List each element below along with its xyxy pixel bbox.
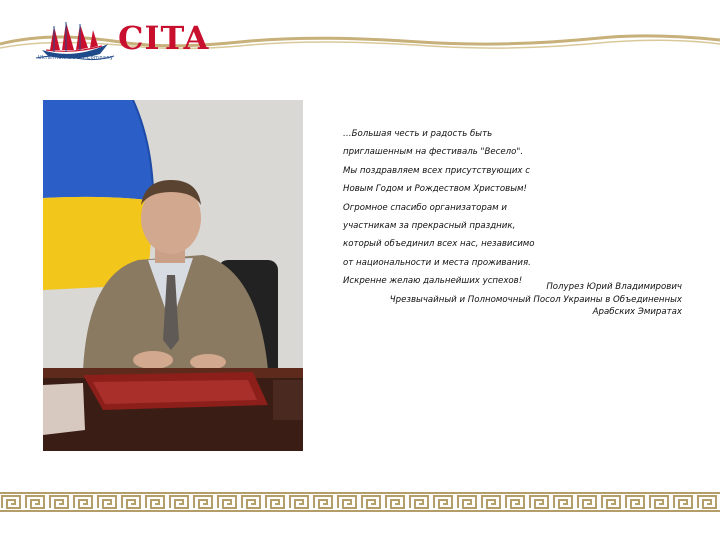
cita-logo <box>36 18 216 62</box>
signature-block <box>352 281 682 319</box>
signature-title-line: Чрезвычайный и Полномочный Посол Украины в Объединенных <box>389 295 682 306</box>
quote-line: Мы поздравляем всех присутствующих с <box>343 165 530 176</box>
logo-tagline: Ukrainian Travel Company <box>38 55 114 61</box>
greek-key-border <box>0 490 720 514</box>
quote-line: Огромное спасибо организаторам и <box>343 202 507 213</box>
signature-title-line: Арабских Эмиратах <box>592 307 682 318</box>
quote-line: Новым Годом и Рождеством Христовым! <box>343 184 527 195</box>
quote-line: участникам за прекрасный праздник, <box>343 221 516 232</box>
ambassador-photo <box>43 100 303 451</box>
quote-line: приглашенным на фестиваль "Весело". <box>343 147 524 158</box>
quote-line: Искренне желаю дальнейших успехов! <box>343 276 523 287</box>
quote-line: …Большая честь и радость быть <box>343 129 493 139</box>
quote-line: который объединил всех нас, независимо <box>343 239 535 250</box>
signature-name: Полурез Юрий Владимирович <box>546 282 682 292</box>
logo-wordmark: CITA <box>118 19 210 57</box>
quote-block <box>343 125 643 291</box>
quote-line: от национальности и места проживания. <box>343 257 531 268</box>
